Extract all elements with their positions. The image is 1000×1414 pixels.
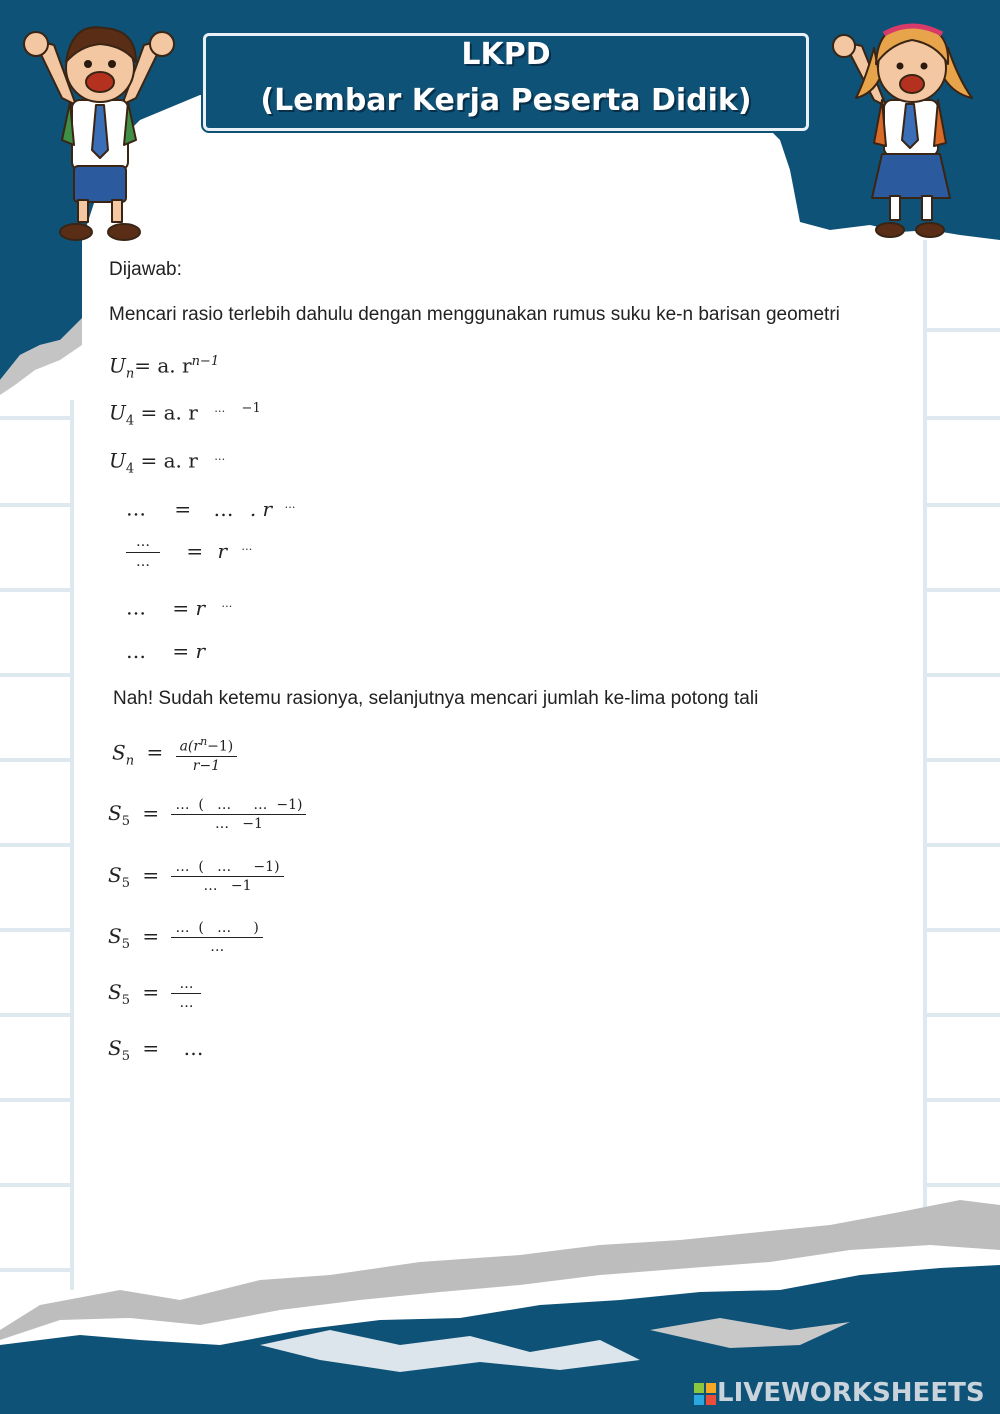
step6-eq: = r [172, 639, 206, 663]
sn-lhs: S [112, 740, 126, 765]
liveworksheets-logo [693, 1378, 985, 1408]
s5-5-eq: = [142, 1036, 160, 1060]
s5-2-fraction [171, 859, 283, 894]
s5-1-den: … −1 [214, 816, 263, 832]
sn-fraction [176, 734, 238, 774]
s5-1-fraction [171, 797, 306, 832]
step4-num: … [126, 534, 160, 553]
s5-5-sub: 5 [121, 1049, 130, 1064]
sn-num: a(r [179, 738, 201, 755]
s5-4-lhs: S [108, 980, 122, 1004]
step4-den: … [136, 554, 150, 570]
step3-eq: = [174, 496, 192, 521]
intro-text: Mencari rasio terlebih dahulu dengan menggunakan rumus suku ke-n barisan geometri [109, 304, 840, 325]
s5-4-eq: = [142, 980, 160, 1004]
step-4 [126, 534, 252, 570]
u4-1-sub: 4 [125, 413, 135, 429]
step-6 [126, 640, 205, 662]
boy-student-illustration [14, 10, 184, 242]
s5-1-num: … ( … … −1) [171, 797, 306, 815]
logo-squares-icon [693, 1382, 717, 1406]
s5-step-1 [108, 797, 306, 833]
step4-rhs: r [217, 538, 228, 563]
s5-3-sub: 5 [121, 937, 130, 952]
answered-label: Dijawab: [109, 259, 182, 280]
u4-1-rhs: = a. r [140, 400, 198, 425]
u4-2-lhs: U [109, 448, 126, 473]
step5-left: … [126, 595, 146, 620]
step3-mid: … [213, 496, 234, 521]
s5-2-den: … −1 [203, 878, 252, 894]
s5-3-fraction [171, 920, 262, 955]
step3-exp-blank: … [284, 498, 296, 511]
s5-4-sub: 5 [121, 993, 130, 1008]
logo-text: LIVEWORKSHEETS [717, 1378, 985, 1408]
s5-1-sub: 5 [121, 814, 130, 829]
s5-3-lhs: S [108, 924, 122, 948]
s5-4-num: … [171, 976, 201, 994]
u4-step-1 [109, 398, 261, 433]
title-banner [203, 33, 809, 131]
u4-1-exp-blank: … [214, 402, 226, 415]
u4-1-exp-tail: −1 [241, 401, 261, 416]
step5-eq: = r [172, 595, 206, 620]
s5-3-num: … ( … ) [171, 920, 262, 938]
step4-exp-blank: … [241, 539, 253, 553]
s5-step-4 [108, 976, 201, 1012]
girl-student-illustration [826, 8, 996, 240]
un-lhs: U [109, 353, 126, 378]
transition-text: Nah! Sudah ketemu rasionya, selanjutnya mencari jumlah ke-lima potong tali [113, 688, 759, 709]
u4-2-sub: 4 [125, 461, 135, 477]
sn-formula [112, 734, 237, 774]
s5-2-sub: 5 [121, 876, 130, 891]
un-rhs: = a. r [134, 353, 192, 378]
u4-2-rhs: = a. r [140, 448, 198, 473]
s5-1-lhs: S [108, 801, 122, 825]
u4-1-lhs: U [109, 400, 126, 425]
u4-step-2 [109, 446, 225, 481]
s5-step-3 [108, 920, 263, 956]
step6-left: … [126, 639, 146, 663]
step-3 [126, 494, 295, 520]
s5-2-num: … ( … −1) [171, 859, 283, 877]
s5-step-5 [108, 1037, 203, 1068]
s5-5-lhs: S [108, 1036, 122, 1060]
s5-3-den: … [210, 939, 225, 955]
un-formula [109, 351, 219, 386]
s5-1-eq: = [142, 801, 160, 825]
s5-4-fraction [171, 976, 201, 1011]
u4-2-exp-blank: … [214, 450, 226, 463]
s5-2-eq: = [142, 863, 160, 887]
s5-5-rhs: … [183, 1036, 204, 1060]
un-sub: n [125, 366, 135, 382]
title-line-1: LKPD [461, 37, 551, 72]
sn-eq: = [146, 740, 164, 765]
step5-exp-blank: … [221, 597, 233, 610]
s5-2-lhs: S [108, 863, 122, 887]
sn-den: r−1 [192, 757, 221, 774]
step3-left: … [126, 496, 146, 521]
sn-num-exp: n [200, 735, 208, 748]
step4-fraction [126, 534, 160, 570]
step4-eq: = [186, 538, 204, 563]
s5-3-eq: = [142, 924, 160, 948]
un-exp: n−1 [191, 354, 220, 369]
title-line-2: (Lembar Kerja Peserta Didik) [260, 83, 752, 118]
sn-sub: n [125, 753, 135, 769]
s5-step-2 [108, 859, 284, 895]
step-5 [126, 593, 232, 619]
step3-rhs: . r [249, 496, 273, 521]
s5-4-den: … [179, 995, 194, 1011]
sn-num-tail: −1) [207, 738, 234, 755]
